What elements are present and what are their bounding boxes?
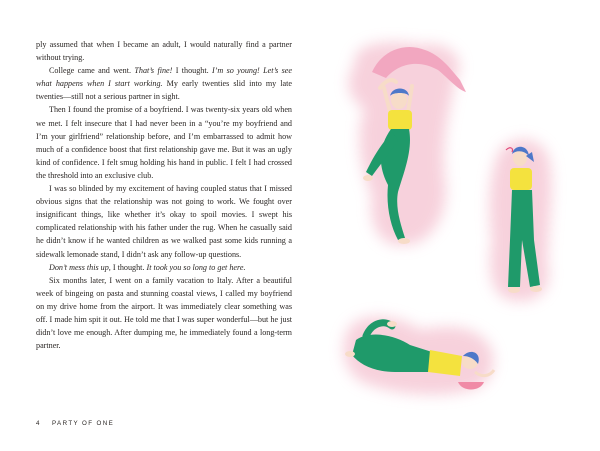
yellow-top <box>510 168 532 190</box>
figure-lying-down <box>344 317 494 395</box>
paragraph: Six months later, I went on a family vacation to Italy. After a beautiful week of bingeing on pasta and stunning coastal views, I called my boyfriend on my drive home from the airport. It was immediately clear something was off. I made him spit it out. He told me that I was super wonderful—but he just didn’t love me enough. After dumping me, he immediately found a long-term partner. <box>36 275 292 351</box>
page-number: 4 <box>36 420 41 427</box>
paragraph: I was so blinded by my excitement of having coupled status that I missed obvious signs that the relationship was not going to work. We fought over insignificant things, like whether it’s okay to spoil movies. I swept his complicated relationship with his father under the rug. When he casually said he didn’t know if he wanted children as we walked past some kids running a sidewalk lemonade stand, I didn’t ask any follow-up questions. <box>36 184 292 259</box>
figure-standing-on-phone <box>490 139 552 301</box>
paragraph: Don’t mess this up, I thought. It took you so long to get here. <box>49 262 246 272</box>
paragraph: Then I found the promise of a boyfriend. I was twenty-six years old when we met. I felt insecure that I had never been in a “you’re my boyfriend and I’m your girlfriend” relationship before, and I’m embarrassed to admit how much of a confidence boost that first relationship gave me. But it was an ugly kind of confidence. I felt smug holding his hand in public. I felt I had crossed the threshold into an exclusive club. <box>36 105 292 180</box>
running-title: PARTY OF ONE <box>51 420 115 427</box>
paragraph: College came and went. That’s fine! I thought. I’m so young! Let’s see what happens when I start working. My early twenties slid into my late twenties—still not a serious partner in sight. <box>36 66 293 102</box>
yellow-top <box>388 110 412 130</box>
paragraph: ply assumed that when I became an adult, I would naturally find a partner without trying. <box>36 40 292 63</box>
figure-reclining-with-ribbon <box>348 42 466 245</box>
